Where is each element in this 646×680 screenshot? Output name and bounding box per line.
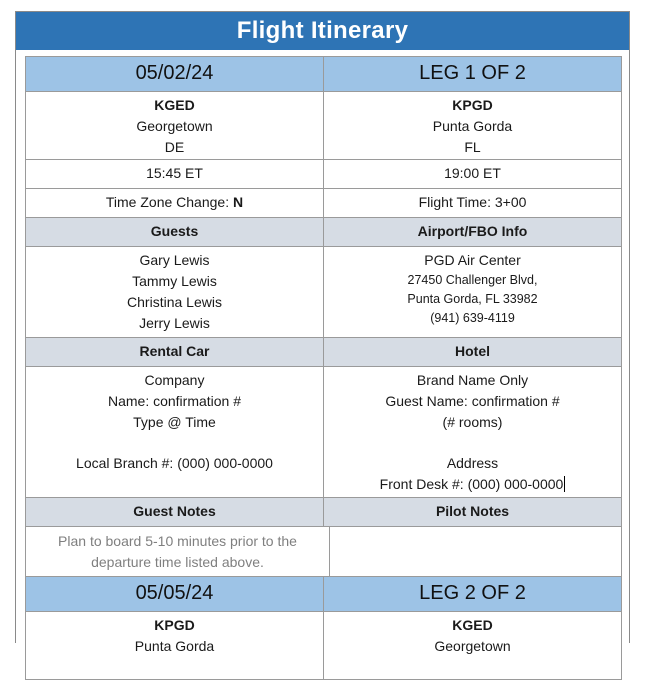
rental-branch: Local Branch #: (000) 000-0000: [76, 455, 273, 471]
destination-city: Punta Gorda: [432, 118, 513, 134]
leg1-header-row: [26, 57, 622, 92]
rental-cell[interactable]: [26, 367, 324, 498]
hotel-cell[interactable]: [324, 367, 622, 498]
hotel-rooms: (# rooms): [442, 414, 503, 430]
spacer: [26, 433, 323, 453]
leg1-airports-row: [26, 92, 622, 160]
fbo-header[interactable]: Airport/FBO Info: [324, 218, 622, 247]
fbo-cell[interactable]: [324, 247, 622, 338]
hotel-front-desk-text[interactable]: Front Desk #: (000) 000-0000: [379, 476, 564, 492]
leg2-airports-row: [26, 612, 622, 680]
guest-name: Jerry Lewis: [139, 315, 210, 331]
pilot-notes-header[interactable]: Pilot Notes: [324, 498, 622, 527]
leg1-tz-row: [26, 189, 622, 218]
hotel-address: Address: [446, 455, 499, 471]
guest-notes[interactable]: Plan to board 5-10 minutes prior to the departure time listed above.: [26, 527, 330, 577]
arrive-time[interactable]: 19:00 ET: [324, 160, 622, 189]
leg2-destination-code: KGED: [452, 617, 493, 633]
guests-fbo-header-row: [26, 218, 622, 247]
rental-hotel-header-row: [26, 338, 622, 367]
tz-change-value: N: [232, 194, 244, 210]
leg1-destination-cell[interactable]: [324, 92, 622, 160]
hotel-guest: Guest Name: confirmation #: [385, 393, 560, 409]
rental-hotel-row: [26, 367, 622, 498]
guest-notes-header[interactable]: Guest Notes: [26, 498, 324, 527]
notes-row: [26, 527, 622, 577]
leg1-date[interactable]: 05/02/24: [26, 57, 324, 92]
spacer: [324, 433, 621, 453]
guests-fbo-row: [26, 247, 622, 338]
leg2-destination-city: Georgetown: [434, 638, 511, 654]
hotel-header[interactable]: Hotel: [324, 338, 622, 367]
flight-time[interactable]: Flight Time: 3+00: [324, 189, 622, 218]
leg2-origin-code: KPGD: [154, 617, 195, 633]
guest-name: Tammy Lewis: [132, 273, 217, 289]
guest-name: Gary Lewis: [139, 252, 210, 268]
notes-header-row: [26, 498, 622, 527]
guests-cell[interactable]: [26, 247, 324, 338]
leg1-times-row: [26, 160, 622, 189]
hotel-front-desk: [324, 474, 621, 495]
origin-city: Georgetown: [136, 118, 213, 134]
pilot-notes[interactable]: [330, 527, 622, 577]
rental-type: Type @ Time: [133, 414, 216, 430]
tz-change-label: Time Zone Change:: [105, 194, 230, 210]
leg2-destination-cell[interactable]: [324, 612, 622, 680]
fbo-address-line2: Punta Gorda, FL 33982: [407, 292, 538, 306]
leg1-label[interactable]: LEG 1 OF 2: [324, 57, 622, 92]
rental-company: Company: [144, 372, 205, 388]
rental-name: Name: confirmation #: [107, 393, 242, 409]
leg2-label[interactable]: LEG 2 OF 2: [324, 577, 622, 612]
rental-header[interactable]: Rental Car: [26, 338, 324, 367]
depart-time[interactable]: 15:45 ET: [26, 160, 324, 189]
origin-code: KGED: [154, 97, 195, 113]
itinerary-grid: [25, 56, 622, 680]
leg2-origin-cell[interactable]: [26, 612, 324, 680]
leg1-origin-cell[interactable]: [26, 92, 324, 160]
origin-state: DE: [164, 139, 185, 155]
guest-name: Christina Lewis: [127, 294, 222, 310]
hotel-brand: Brand Name Only: [416, 372, 529, 388]
guests-header[interactable]: Guests: [26, 218, 324, 247]
fbo-name: PGD Air Center: [424, 252, 521, 268]
leg2-date[interactable]: 05/05/24: [26, 577, 324, 612]
destination-state: FL: [464, 139, 481, 155]
tz-change-cell[interactable]: [26, 189, 324, 218]
fbo-address-line1: 27450 Challenger Blvd,: [407, 273, 538, 287]
leg2-origin-city: Punta Gorda: [134, 638, 215, 654]
page-title: Flight Itinerary: [16, 12, 629, 50]
fbo-phone: (941) 639-4119: [430, 311, 515, 325]
leg2-header-row: [26, 577, 622, 612]
itinerary-sheet: [15, 11, 630, 654]
destination-code: KPGD: [452, 97, 493, 113]
